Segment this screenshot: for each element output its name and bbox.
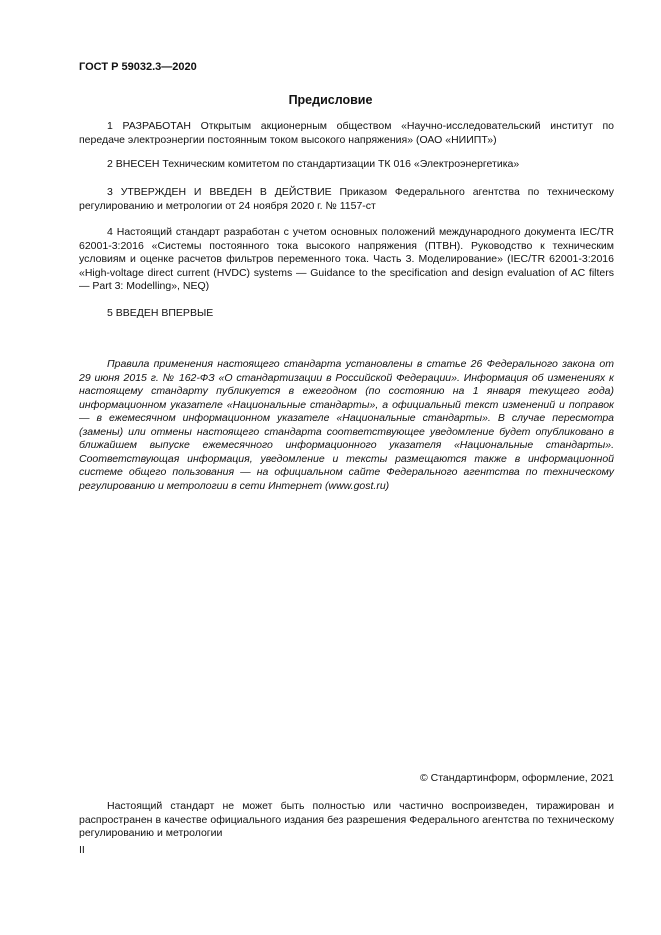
notice-paragraph [79,358,614,493]
foreword-item-text: 4 Настоящий стандарт разработан с учетом основных положений международного документа IEC/TR 62001-3:2016 «Системы постоянного тока высокого напряжения (ПТВН). Руководство к техническим условиям и оценке расчетов фильтров переменного тока. Часть 3. Моделирование» (IEC/TR 62001-3:2016 «High-voltage direct current (HVDC) systems — Guidance to the specification and design evaluation of AC filters — Part 3: Modelling», NEQ) [79,226,614,292]
foreword-item-text: 1 РАЗРАБОТАН Открытым акционерным обществом «Научно-исследовательский институт по передаче электроэнергии постоянным током высокого напряжения» (ОАО «НИИПТ») [79,120,614,146]
foreword-item [79,307,614,321]
footer-notice [79,800,614,841]
standard-number: ГОСТ Р 59032.3—2020 [79,61,197,73]
page-number: II [79,844,85,856]
foreword-item-text: 2 ВНЕСЕН Техническим комитетом по стандартизации ТК 016 «Электроэнергетика» [107,158,520,170]
foreword-item [79,226,614,294]
foreword-item [79,186,614,213]
copyright: © Стандартинформ, оформление, 2021 [419,772,614,784]
foreword-item [79,158,614,172]
foreword-item [79,120,614,147]
notice-text: Правила применения настоящего стандарта установлены в статье 26 Федерального закона от 29 июня 2015 г. № 162-ФЗ «О стандартизации в Российской Федерации». Информация об изменениях к настоящему стандарту публикуется в ежегодном (по состоянию на 1 января текущего года) информационном указателе «Национальные стандарты», а официальный текст изменений и поправок — в ежемесячном информационном указателе «Национальные стандарты». В случае пересмотра (замены) или отмены настоящего стандарта соответствующее уведомление будет опубликовано в ближайшем выпуске ежемесячного информационного указателя «Национальные стандарты». Соответствующая информация, уведомление и тексты размещаются также в информационной системе общего пользования — на официальном сайте Федерального агентства по техническому регулированию и метрологии в сети Интернет (www.gost.ru) [79,358,614,492]
foreword-item-text: 5 ВВЕДЕН ВПЕРВЫЕ [107,307,214,319]
footer-text: Настоящий стандарт не может быть полностью или частично воспроизведен, тиражирован и распространен в качестве официального издания без разрешения Федерального агентства по техническому регулированию и метрологии [79,800,614,839]
page-title: Предисловие [288,93,373,107]
foreword-item-text: 3 УТВЕРЖДЕН И ВВЕДЕН В ДЕЙСТВИЕ Приказом Федерального агентства по техническому регулированию и метрологии от 24 ноября 2020 г. № 1157-ст [79,186,614,212]
